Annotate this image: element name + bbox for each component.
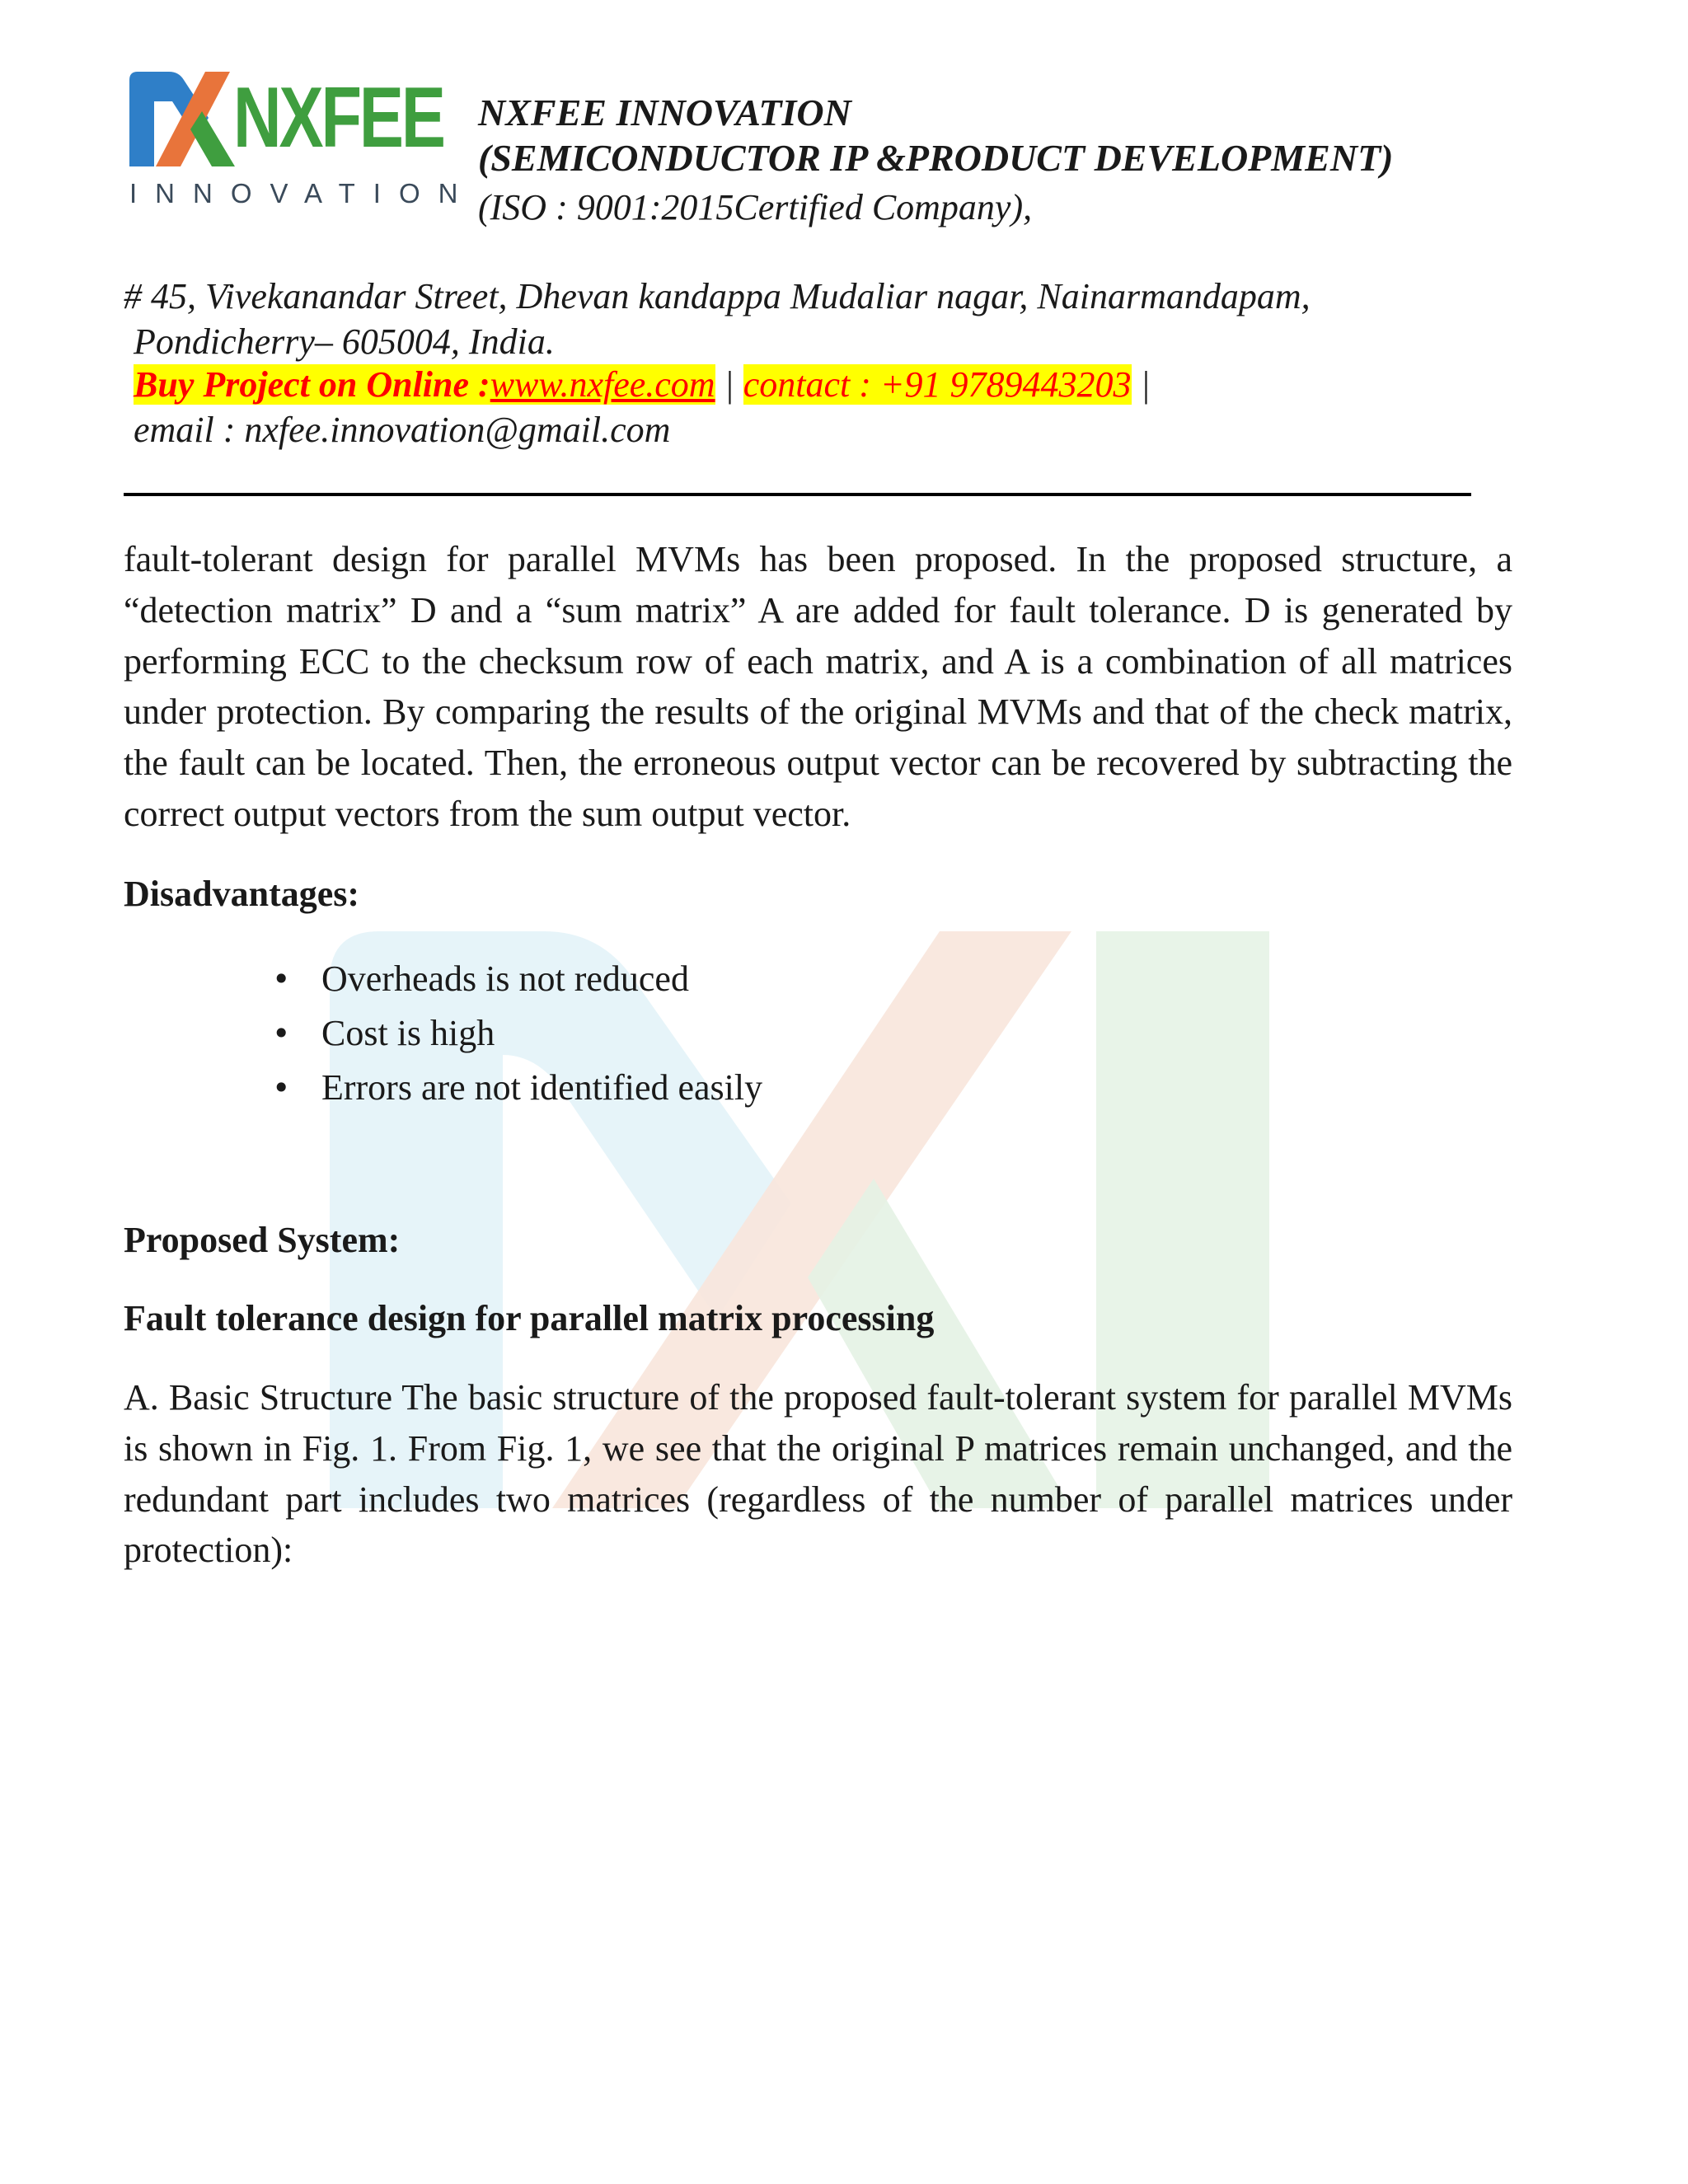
contact-phone[interactable]: contact : +91 9789443203 (743, 364, 1132, 405)
company-name: NXFEE INNOVATION (478, 91, 851, 134)
basic-structure-block (124, 1372, 1512, 1576)
contact-line (134, 363, 1151, 407)
company-iso: (ISO : 9001:2015Certified Company), (478, 187, 1033, 227)
basic-structure-paragraph: A. Basic Structure The basic structure of the proposed fault-tolerant system for parallel MVMs is shown in Fig. 1. From Fig. 1, we see that the original P matrices remain unchanged, and the redundant part includes two matrices (regardless of the number of parallel matrices under protection): (124, 1377, 1512, 1571)
website-link[interactable]: www.nxfee.com (490, 364, 715, 405)
logo-subtitle: INNOVATION (129, 178, 476, 209)
list-item: • Cost is high (321, 1006, 762, 1061)
intro-paragraph-block (124, 534, 1512, 840)
company-logo (128, 70, 476, 214)
header-divider (124, 493, 1471, 496)
intro-paragraph: fault-tolerant design for parallel MVMs has been proposed. In the proposed structure, a “detection matrix” D and a “sum matrix” A are added for fault tolerance. D is generated by performing ECC to the checksum row of each matrix, and A is a combination of all matrices under protection. By comparing the results of the original MVMs and that of the check matrix, the fault can be located. Then, the erroneous output vector can be recovered by subtracting the correct output vectors from the sum output vector. (124, 539, 1512, 834)
address-line-1: # 45, Vivekanandar Street, Dhevan kandappa Mudaliar nagar, Nainarmandapam, (124, 276, 1311, 316)
buy-project-label: Buy Project on Online : (134, 364, 490, 405)
email-line[interactable]: email : nxfee.innovation@gmail.com (134, 410, 671, 450)
logo-wordmark: NXFEE (233, 70, 443, 166)
address-line-2: Pondicherry– 605004, India. (134, 321, 555, 362)
list-item: • Overheads is not reduced (321, 952, 762, 1006)
disadvantages-heading: Disadvantages: (124, 874, 360, 914)
disadvantages-list (321, 952, 762, 1115)
company-division: (SEMICONDUCTOR IP &PRODUCT DEVELOPMENT) (478, 137, 1394, 179)
section-heading: Fault tolerance design for parallel matrix processing (124, 1298, 935, 1338)
list-item: • Errors are not identified easily (321, 1061, 762, 1115)
proposed-system-heading: Proposed System: (124, 1220, 401, 1260)
nx-logo-icon (129, 72, 235, 166)
trailing-separator: | (1131, 364, 1151, 405)
separator: | (715, 364, 743, 405)
